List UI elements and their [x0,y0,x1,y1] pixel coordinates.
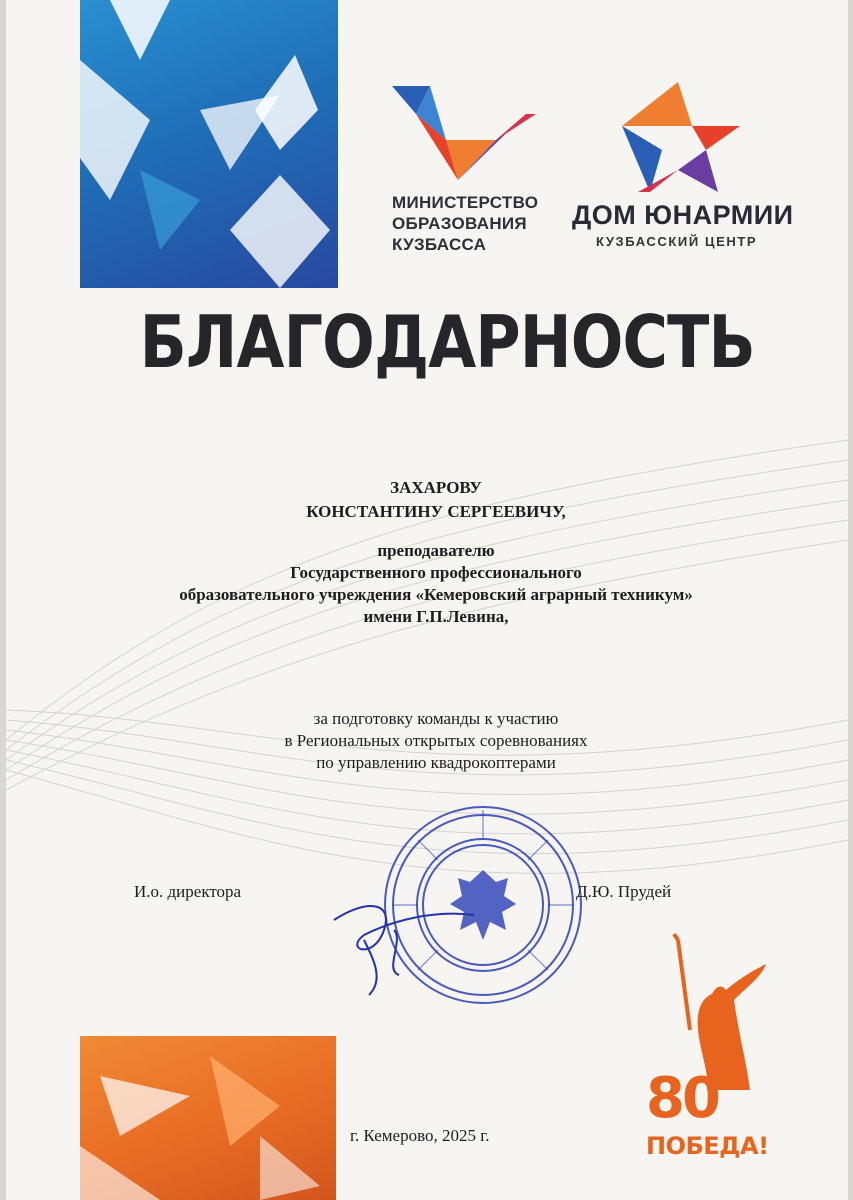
position-line-4: имени Г.П.Левина, [363,607,509,626]
ministry-line-2: ОБРАЗОВАНИЯ [392,214,527,233]
ministry-logo-text [392,192,538,255]
position-line-2: Государственного профессионального [290,563,582,582]
signatory-name: Д.Ю. Прудей [576,882,672,901]
recipient-block [106,476,766,524]
position-line-1: преподавателю [377,541,495,560]
ministry-line-3: КУЗБАССА [392,235,487,254]
yunarmy-subtitle: КУЗБАССКИЙ ЦЕНТР [596,234,758,249]
reason-block [106,708,766,774]
victory-word: ПОБЕДА! [646,1132,769,1160]
certificate-sheet [6,0,848,1200]
blue-star-corner-decoration [80,0,338,288]
document-title: БЛАГОДАРНОСТЬ [139,300,755,384]
orange-star-pattern-icon [80,1036,336,1200]
star-pattern-icon [80,0,338,288]
orange-star-corner-decoration [80,1036,336,1200]
signatory-title: И.о. директора [134,882,242,901]
position-line-3: образовательного учреждения «Кемеровский аграрный техникум» [179,585,693,604]
recipient-surname: ЗАХАРОВУ [390,478,482,497]
yunarmy-title: ДОМ ЮНАРМИИ [572,200,794,230]
reason-line-1: за подготовку команды к участию [313,709,559,728]
reason-line-3: по управлению квадрокоптерами [316,753,556,772]
city-year: г. Кемерово, 2025 г. [350,1126,490,1145]
victory-number: 80 [646,1066,718,1131]
position-block [106,540,766,628]
recipient-name: КОНСТАНТИНУ СЕРГЕЕВИЧУ, [306,502,566,521]
ministry-line-1: МИНИСТЕРСТВО [392,193,539,212]
handwritten-signature [324,880,484,1000]
reason-line-2: в Региональных открытых соревнованиях [284,731,588,750]
yunarmy-star-logo-icon [566,80,796,260]
